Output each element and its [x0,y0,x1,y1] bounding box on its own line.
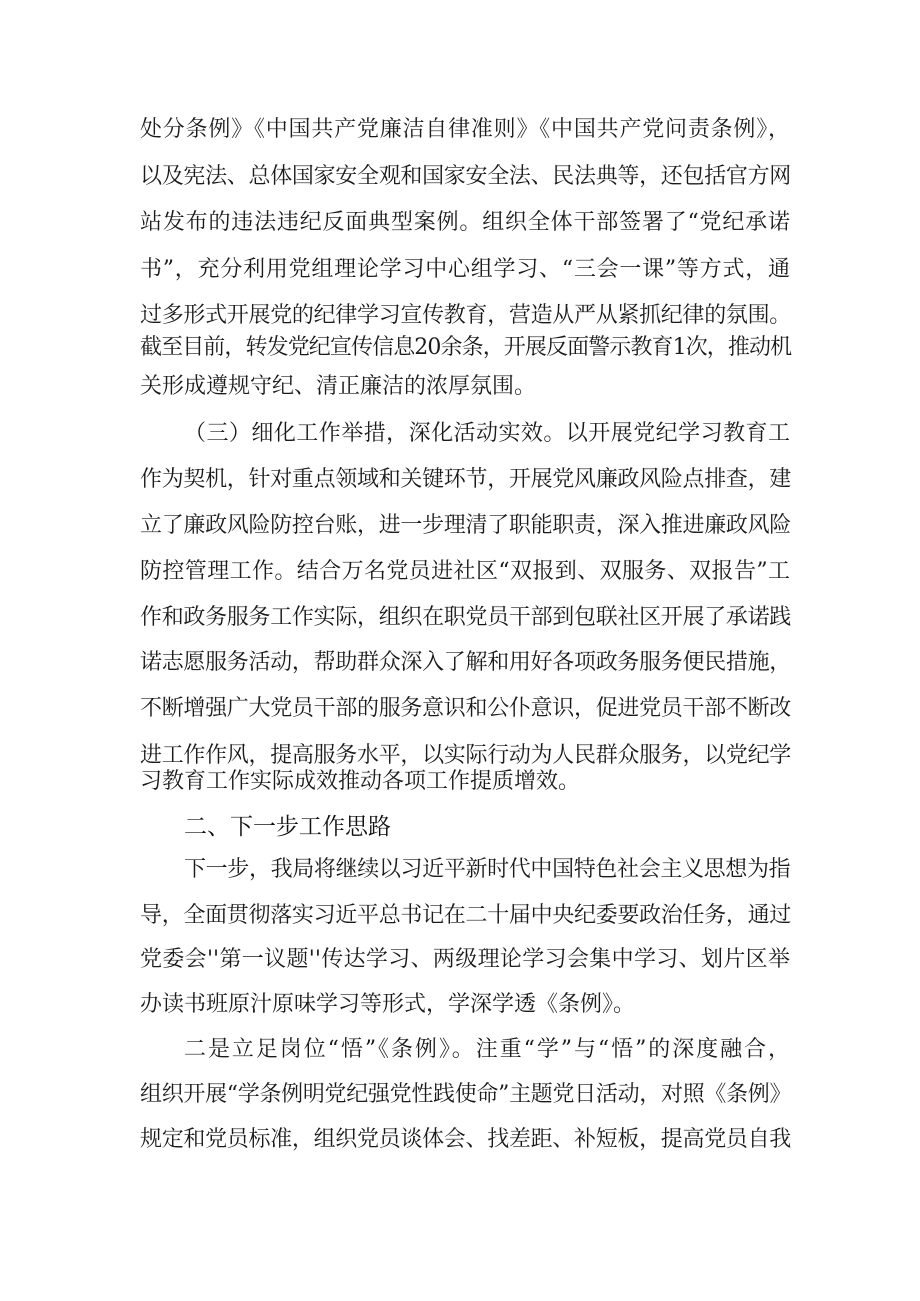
paragraph-3-line-4: 办读书班原汁原味学习等形式，学深学透《条例》。 [140,992,636,1017]
paragraph-4-line-1: 二是立足岗位“悟”《条例》。注重“学”与“悟”的深度融合， [184,1037,790,1062]
paragraph-1-line-4: 书”，充分利用党组理论学习中心组学习、“三会一课”等方式，通 [140,257,790,282]
paragraph-2-line-5: 作和政务服务工作实际，组织在职党员干部到包联社区开展了承诺践 [140,605,792,630]
paragraph-1-line-6: 截至目前，转发党纪宣传信息20余条，开展反面警示教育1次，推动机 [140,335,792,360]
paragraph-3-line-2: 导，全面贯彻落实习近平总书记在二十届中央纪委要政治任务，通过 [140,903,792,928]
paragraph-2-line-7: 不断增强广大党员干部的服务意识和公仆意识，促进党员干部不断改 [140,696,792,721]
paragraph-1-line-2: 以及宪法、总体国家安全观和国家安全法、民法典等，还包括官方网 [140,164,792,189]
paragraph-1-line-7: 关形成遵规守纪、清正廉洁的浓厚氛围。 [140,374,537,399]
paragraph-1-line-3: 站发布的违法违纪反面典型案例。组织全体干部签署了“党纪承诺 [140,210,790,235]
paragraph-2-line-1: （三）细化工作举措，深化活动实效。以开展党纪学习教育工 [184,421,790,446]
paragraph-1-line-1: 处分条例》《中国共产党廉洁自律准则》《中国共产党问责条例》， [140,117,790,142]
section-heading: 二、下一步工作思路 [184,814,391,840]
paragraph-2-line-4: 防控管理工作。结合万名党员进社区“双报到、双服务、双报告”工 [140,559,790,584]
paragraph-3-line-1: 下一步，我局将继续以习近平新时代中国特色社会主义思想为指 [184,857,790,882]
paragraph-2-line-2: 作为契机，针对重点领域和关键环节，开展党风廉政风险点排查，建 [140,467,792,492]
paragraph-1-line-5: 过多形式开展党的纪律学习宣传教育，营造从严从紧抓纪律的氛围。 [140,303,792,328]
paragraph-4-line-3: 规定和党员标准，组织党员谈体会、找差距、补短板，提高党员自我 [140,1127,792,1152]
paragraph-2-line-6: 诺志愿服务活动，帮助群众深入了解和用好各项政务服务便民措施， [140,650,792,675]
paragraph-4-line-2: 组织开展“学条例明党纪强党性践使命”主题党日活动，对照《条例》 [140,1082,792,1107]
paragraph-2-line-3: 立了廉政风险防控台账，进一步理清了职能职责，深入推进廉政风险 [140,513,792,538]
paragraph-3-line-3: 党委会''第一议题''传达学习、两级理论学习会集中学习、划片区举 [140,947,790,972]
paragraph-2-line-9: 习教育工作实际成效推动各项工作提质增效。 [140,769,581,794]
paragraph-2-line-8: 进工作作风，提高服务水平，以实际行动为人民群众服务，以党纪学 [140,743,792,768]
